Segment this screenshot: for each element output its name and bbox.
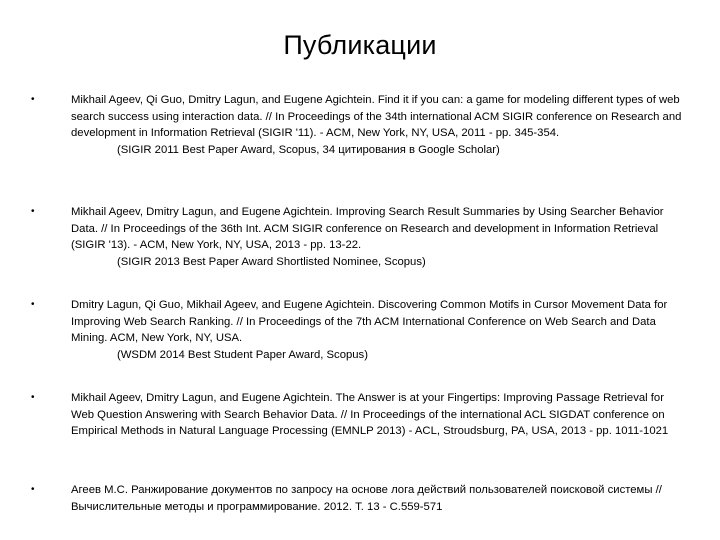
publication-citation: Dmitry Lagun, Qi Guo, Mikhail Ageev, and Eugene Agichtein. Discovering Common Motifs in Cursor Movement Data for Improving Web Search Ranking. // In Proceedings of the 7th ACM International Conference on Web Search and Data Mining. ACM, New York, NY, USA. (71, 299, 668, 344)
publication-item (30, 204, 690, 270)
publication-item (30, 297, 690, 363)
publication-note: (SIGIR 2013 Best Paper Award Shortlisted Nominee, Scopus) (117, 255, 426, 268)
publication-note: (SIGIR 2011 Best Paper Award, Scopus, 34 цитирования в Google Scholar) (117, 143, 500, 156)
publication-item (30, 390, 690, 440)
publication-item (30, 92, 690, 158)
bullet-icon: • (31, 299, 35, 310)
bullet-icon: • (31, 484, 35, 495)
publication-citation: Mikhail Ageev, Dmitry Lagun, and Eugene Agichtein. The Answer is at your Fingertips: Improving Passage Retrieval for Web Question Answering with Search Behavior Data. // In Proceedings of the international ACL SIGDAT conference on Empirical Methods in Natural Language Processing (EMNLP 2013) - ACL, Stroudsburg, PA, USA, 2013 - pp. 1011-1021 (71, 392, 669, 437)
page-title: Публикации (283, 30, 437, 60)
bullet-icon: • (31, 392, 35, 403)
publication-citation: Mikhail Ageev, Dmitry Lagun, and Eugene Agichtein. Improving Search Result Summaries by Using Searcher Behavior Data. // In Proceedings of the 36th Int. ACM SIGIR conference on Research and development in Information Retrieval (SIGIR '13). - ACM, New York, NY, USA, 2013 - pp. 13-22. (71, 206, 664, 251)
publication-citation: Агеев М.С. Ранжирование документов по запросу на основе лога действий пользователей поисковой системы // Вычислительные методы и программирование. 2012. Т. 13 - С.559-571 (71, 484, 662, 513)
publication-note: (WSDM 2014 Best Student Paper Award, Scopus) (117, 348, 368, 361)
publication-citation: Mikhail Ageev, Qi Guo, Dmitry Lagun, and Eugene Agichtein. Find it if you can: a game for modeling different types of web search success using interaction data. // In Proceedings of the 34th international ACM SIGIR conference on Research and development in Information Retrieval (SIGIR '11). - ACM, New York, NY, USA, 2011 - pp. 345-354. (71, 94, 682, 139)
bullet-icon: • (31, 206, 35, 217)
publication-item (30, 482, 690, 515)
bullet-icon: • (31, 94, 35, 105)
